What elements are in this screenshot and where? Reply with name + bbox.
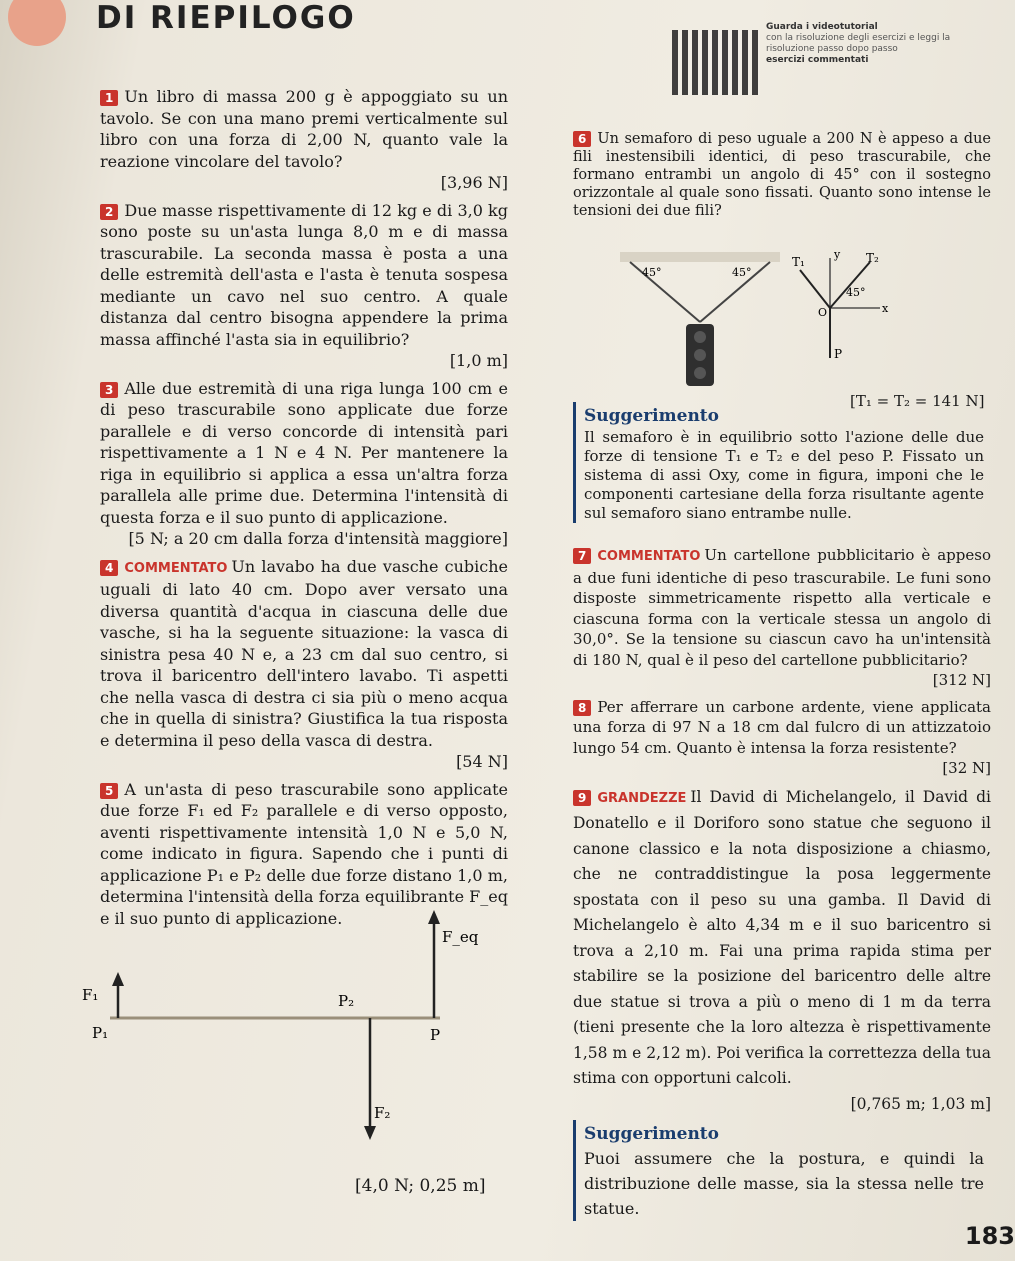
qr-code-icon[interactable] [672, 30, 760, 95]
exercise-number: 6 [573, 131, 591, 147]
exercise-answer: [312 N] [932, 671, 991, 689]
exercise-number: 5 [100, 783, 118, 799]
exercise-number: 1 [100, 90, 118, 106]
figure-traffic-light [620, 240, 1000, 400]
label-f1: F₁ [82, 986, 99, 1004]
exercise-3 [100, 378, 508, 550]
exercise-number: 9 [573, 790, 591, 806]
exercise-text: Il David di Michelangelo, il David di Donatello e il Doriforo sono statue che seguono il canone classico e la nota disposizione a chiasmo, che ne contraddistingue la posa leggermente spostata con il peso su una gamba. Il David di Michelangelo è alto 4,34 m e il suo baricentro si trova a 2,10 m. Fai una prima rapida stima per stabilire se la posizione del baricentro delle altre due statue si trova a più o meno di 1 m da terra (tieni presente che la loro altezza è rispettivamente 1,58 m e 2,12 m). Poi verifica la correttezza della tua stima con opportuni calcoli. [573, 787, 991, 1087]
label-t2: T₂ [866, 251, 879, 265]
right-column [573, 545, 991, 1123]
corner-decoration [8, 0, 66, 46]
label-p1: P₁ [92, 1024, 109, 1042]
wire-left [630, 262, 700, 322]
label-y: y [834, 248, 841, 261]
exercise-6 [573, 130, 991, 220]
vector-t1 [800, 270, 830, 308]
suggestion-box-2 [573, 1120, 984, 1221]
exercise-answer: [54 N] [456, 752, 508, 771]
exercise-8 [573, 697, 991, 779]
label-p2: P₂ [338, 992, 355, 1010]
exercise-number: 3 [100, 382, 118, 398]
exercise-text: Due masse rispettivamente di 12 kg e di 3,0 kg sono poste su un'asta lunga 8,0 m e di massa trascurabile. La seconda massa è posta a una delle estremità dell'asta e l'asta è tenuta sospesa mediante un cavo nel suo centro. A quale distanza dal centro bisogna appendere la prima massa affinché l'asta sia in equilibrio? [100, 200, 508, 349]
exercise-answer: [3,96 N] [440, 173, 508, 192]
exercise-text: Un semaforo di peso uguale a 200 N è appeso a due fili inestensibili identici, di peso trascurabile, che formano entrambi un angolo di 45° con il sostegno orizzontale al quale sono fissati. Quanto sono intense le tensioni dei due fili? [573, 131, 991, 219]
exercise-number: 8 [573, 700, 591, 716]
exercise-answer: [1,0 m] [449, 351, 508, 370]
exercise-tag: COMMENTATO [597, 549, 701, 564]
exercise-tag: GRANDEZZE [597, 790, 687, 806]
qr-caption [766, 22, 976, 66]
suggestion-title: Suggerimento [584, 406, 719, 426]
force-feq-arrowhead [428, 910, 440, 924]
suggestion-text: Il semaforo è in equilibrio sotto l'azione delle due forze di tensione T₁ e T₂ e del peso P. Fissato un sistema di assi Oxy, come in figura, imponi che le componenti cartesiane della forza risultante agente sul semaforo siano entrambe nulle. [584, 427, 984, 522]
angle-label-left: 45° [642, 266, 662, 279]
exercise-tag: COMMENTATO [124, 560, 228, 576]
label-feq: F_eq [442, 928, 479, 946]
suggestion-box-1 [573, 402, 984, 523]
qr-caption-footer: esercizi commentati [766, 55, 869, 65]
exercise-text: Un libro di massa 200 g è appoggiato su un tavolo. Se con una mano premi verticalmente sul libro con una forza di 2,00 N, quanto vale la reazione vincolare del tavolo? [100, 87, 508, 171]
exercise-5-answer: [4,0 N; 0,25 m] [355, 1176, 486, 1196]
label-p: P [834, 347, 843, 361]
page-title: DI RIEPILOGO [96, 0, 356, 36]
label-x: x [882, 302, 889, 315]
suggestion-text: Puoi assumere che la postura, e quindi la distribuzione delle masse, sia la stessa nelle tre statue. [584, 1148, 984, 1218]
exercise-number: 2 [100, 204, 118, 220]
exercise-text: A un'asta di peso trascurabile sono applicate due forze F₁ ed F₂ parallele e di verso opposto, aventi rispettivamente intensità 1,0 N e 5,0 N, come indicato in figura. Sapendo che i punti di applicazione P₁ e P₂ delle due forze distano 1,0 m, determina l'intensità della forza equilibrante F_eq e il suo punto di applicazione. [100, 779, 508, 928]
exercise-text: Un cartellone pubblicitario è appeso a due funi identiche di peso trascurabile. Le funi sono disposte simmetricamente rispetto alla verticale e ciascuna forma con la verticale stessa un angolo di 30,0°. Se la tensione su ciascun cavo ha un'intensità di 180 N, qual è il peso del cartellone pubblicitario? [573, 546, 991, 669]
angle-label-axes: 45° [846, 286, 866, 299]
vector-t2 [830, 262, 870, 308]
exercise-7 [573, 545, 991, 691]
exercise-1 [100, 86, 508, 194]
exercise-text: Per afferrare un carbone ardente, viene applicata una forza di 97 N a 18 cm dal fulcro di un attizzatoio lungo 54 cm. Quanto è intensa la forza resistente? [573, 697, 991, 757]
exercise-6-answer: [T₁ = T₂ = 141 N] [850, 392, 985, 410]
exercise-answer: [5 N; a 20 cm dalla forza d'intensità maggiore] [128, 529, 508, 548]
label-t1: T₁ [792, 255, 805, 269]
exercise-9 [573, 785, 991, 1118]
angle-label-right: 45° [732, 266, 752, 279]
exercise-number: 7 [573, 548, 591, 564]
label-p: P [430, 1026, 441, 1044]
exercise-text: Alle due estremità di una riga lunga 100 cm e di peso trascurabile sono applicate due forze parallele e di verso concorde di intensità pari rispettivamente a 1 N e 4 N. Per mantenere la riga in equilibrio si applica a essa un'altra forza parallela alle prime due. Determina l'intensità di questa forza e il suo punto di applicazione. [100, 378, 508, 527]
force-f2-arrowhead [364, 1126, 376, 1140]
left-column [100, 86, 508, 935]
support-beam [620, 252, 780, 262]
exercise-4 [100, 556, 508, 773]
suggestion-title: Suggerimento [584, 1124, 719, 1144]
label-f2: F₂ [374, 1104, 391, 1122]
figure-parallel-forces [70, 900, 510, 1150]
exercise-number: 4 [100, 560, 118, 576]
exercise-text: Un lavabo ha due vasche cubiche uguali di lato 40 cm. Dopo aver versato una diversa quantità d'acqua in ciascuna delle due vasche, si ha la seguente situazione: la vasca di sinistra pesa 40 N e, a 23 cm dal suo centro, si trova il baricentro dell'intero lavabo. Ti aspetti che nella vasca di destra ci sia più o meno acqua che in quella di sinistra? Giustifica la tua risposta e determina il peso della vasca di destra. [100, 556, 508, 750]
exercise-answer: [0,765 m; 1,03 m] [850, 1094, 991, 1113]
force-f1-arrowhead [112, 972, 124, 986]
exercise-answer: [32 N] [942, 759, 991, 777]
qr-caption-title: Guarda i videotutorial [766, 22, 878, 32]
page-number: 183 [964, 1222, 1015, 1250]
qr-caption-body: con la risoluzione degli esercizi e leggi la risoluzione passo dopo passo [766, 33, 951, 54]
label-o: O [818, 306, 828, 319]
exercise-2 [100, 200, 508, 372]
